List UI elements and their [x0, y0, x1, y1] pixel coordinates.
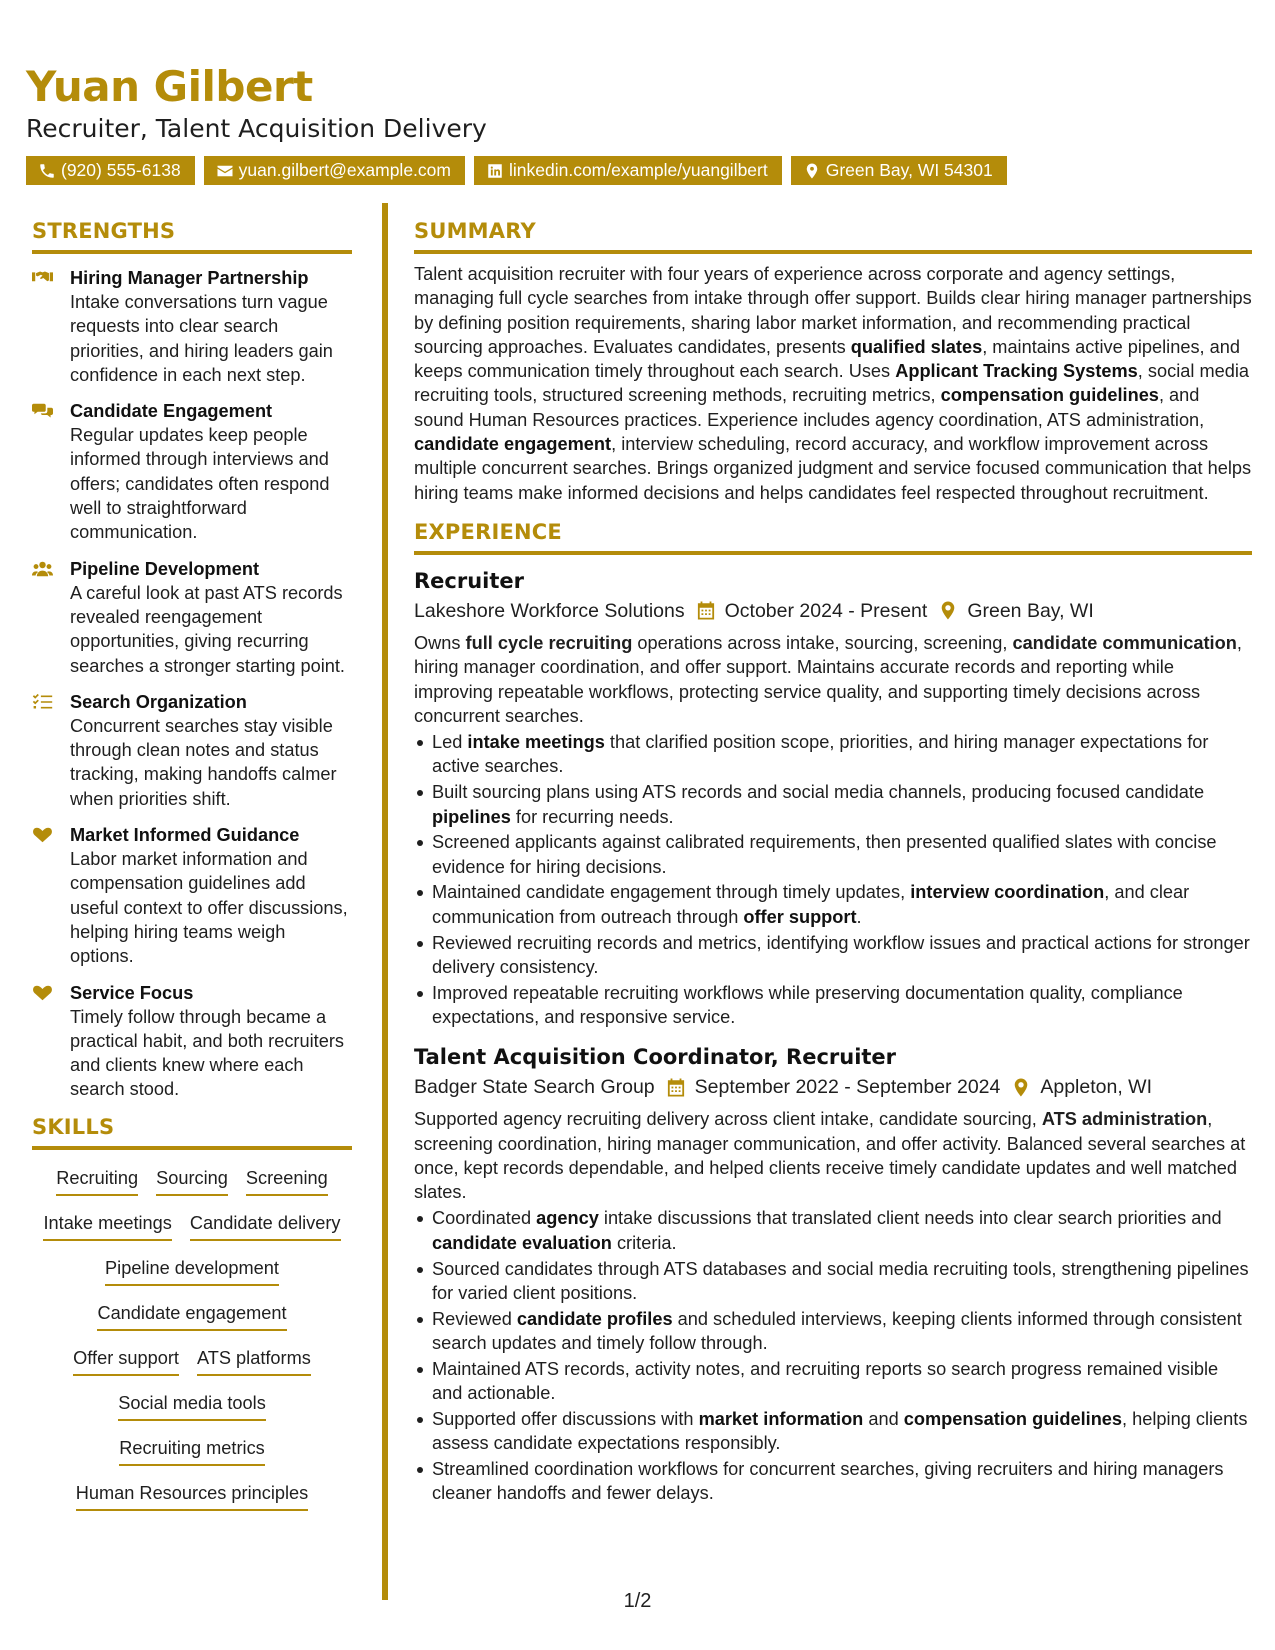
- text-segment: for recurring needs.: [510, 806, 674, 827]
- envelope-icon: [216, 162, 234, 180]
- bold-text: ATS administration: [1041, 1109, 1208, 1130]
- bold-text: offer support: [743, 906, 857, 927]
- skill-tag: Human Resources principles: [76, 1481, 309, 1511]
- contact-phone[interactable]: [26, 156, 195, 185]
- heart-icon: [32, 826, 53, 844]
- job-bullet: [414, 1257, 1252, 1306]
- skills-list: [32, 1158, 352, 1518]
- text-segment: , screening coordination, hiring manager communication, and offer activity. Balanced several searches at once, kept records dependable, and helped clients receive timely candidate updates and well matched slates.: [414, 1109, 1246, 1203]
- bold-text: candidate engagement: [414, 434, 612, 455]
- skill-row: [32, 1248, 352, 1293]
- job-company: Lakeshore Workforce Solutions: [414, 599, 685, 622]
- job-bullet: [414, 780, 1252, 829]
- contact-location-text: Green Bay, WI 54301: [825, 160, 993, 180]
- job-meta: [414, 1073, 1252, 1101]
- skill-row: [32, 1473, 352, 1518]
- strengths-list: [32, 266, 352, 1102]
- text-segment: Improved repeatable recruiting workflows while preserving documentation quality, compliance expectations, and responsive service.: [432, 982, 1183, 1027]
- skill-tag: Pipeline development: [105, 1256, 279, 1286]
- bold-text: pipelines: [432, 806, 511, 827]
- strength-item: [32, 399, 352, 544]
- left-column: [32, 218, 352, 1518]
- summary-heading: SUMMARY: [414, 218, 1252, 254]
- strength-title: Candidate Engagement: [70, 401, 273, 422]
- job-bullets: [414, 730, 1252, 1029]
- text-segment: Built sourcing plans using ATS records and social media channels, producing focused candidate: [432, 782, 1205, 803]
- job-description: [414, 1107, 1252, 1204]
- text-segment: Talent acquisition recruiter with four years of experience across corporate and agency settings, managing full cycle searches from intake through offer support. Builds clear hiring manager partnerships by defining position requirements, sharing labor market information, and recommending practical sourcing approaches. Evaluates candidates, presents: [414, 264, 1252, 357]
- strength-item: [32, 981, 352, 1102]
- contact-location: [791, 156, 1007, 185]
- job-bullet: [414, 830, 1252, 879]
- calendar-icon: [667, 1078, 685, 1097]
- strength-title: Hiring Manager Partnership: [70, 268, 309, 288]
- experience-heading: EXPERIENCE: [414, 519, 1252, 555]
- calendar-icon: [697, 601, 715, 620]
- strength-item: [32, 823, 352, 968]
- handshake-icon: [32, 269, 53, 287]
- strength-desc: Labor market information and compensation guidelines add useful context to offer discussions, helping hiring teams weigh options.: [70, 849, 348, 967]
- skills-heading: SKILLS: [32, 1114, 352, 1150]
- skill-tag: Intake meetings: [43, 1211, 171, 1241]
- bold-text: full cycle recruiting: [465, 632, 633, 653]
- skill-row: [32, 1338, 352, 1383]
- strength-title: Service Focus: [70, 982, 194, 1003]
- map-pin-icon: [803, 162, 821, 180]
- strength-item: [32, 266, 352, 387]
- job-bullet: [414, 1206, 1252, 1255]
- job-description: [414, 631, 1252, 728]
- text-segment: Led: [432, 732, 468, 753]
- text-segment: , and clear communication from outreach through: [432, 882, 1190, 927]
- skill-tag: Social media tools: [118, 1391, 266, 1421]
- job-dates: September 2022 - September 2024: [694, 1076, 1001, 1099]
- strength-desc: Intake conversations turn vague requests into clear search priorities, and hiring leaders gain confidence in each next step.: [70, 292, 333, 385]
- bold-text: candidate profiles: [516, 1308, 673, 1329]
- job-entry: [414, 567, 1252, 1029]
- text-segment: Reviewed: [432, 1308, 517, 1329]
- skill-tag: Recruiting metrics: [119, 1436, 265, 1466]
- column-divider: [382, 203, 388, 1600]
- strength-desc: Concurrent searches stay visible through clean notes and status tracking, making handoffs calmer when priorities shift.: [70, 715, 337, 809]
- users-icon: [32, 560, 53, 578]
- skill-row: [32, 1203, 352, 1248]
- bold-text: intake meetings: [467, 732, 605, 753]
- skill-tag: Candidate engagement: [97, 1301, 286, 1331]
- strength-title: Market Informed Guidance: [70, 825, 300, 846]
- skill-row: [32, 1293, 352, 1338]
- page-number: 1/2: [623, 1590, 652, 1612]
- bold-text: qualified slates: [850, 336, 983, 357]
- list-check-icon: [32, 693, 53, 711]
- text-segment: criteria.: [611, 1232, 677, 1253]
- job-bullet: [414, 880, 1252, 929]
- linkedin-icon: [486, 162, 504, 180]
- job-bullet: [414, 931, 1252, 980]
- text-segment: Owns: [414, 632, 466, 653]
- job-location: Green Bay, WI: [967, 599, 1094, 622]
- skill-row: [32, 1383, 352, 1428]
- strength-item: [32, 557, 352, 678]
- right-column: [414, 218, 1252, 1507]
- bold-text: compensation guidelines: [940, 385, 1159, 406]
- contact-linkedin-text: linkedin.com/example/yuangilbert: [508, 160, 768, 180]
- map-pin-icon: [1012, 1078, 1030, 1097]
- text-segment: Reviewed recruiting records and metrics, identifying workflow issues and practical actions for stronger delivery consistency.: [432, 932, 1250, 977]
- map-pin-icon: [939, 601, 957, 620]
- strengths-heading: STRENGTHS: [32, 218, 352, 254]
- job-title: Talent Acquisition Coordinator, Recruiter: [414, 1045, 897, 1070]
- skill-tag: ATS platforms: [197, 1346, 311, 1376]
- resume-header: [26, 62, 1256, 185]
- text-segment: , hiring manager coordination, and offer support. Maintains accurate records and reporting while improving repeatable workflows, protecting service quality, and supporting timely decisions across concurrent searches.: [414, 632, 1242, 726]
- text-segment: , interview scheduling, record accuracy, and workflow improvement across multiple concurrent searches. Brings organized judgment and service focused communication that helps hiring teams make informed decisions and helps candidates feel respected throughout recruitment.: [414, 434, 1252, 503]
- strength-desc: A careful look at past ATS records revealed reengagement opportunities, giving recurring searches a stronger starting point.: [70, 582, 345, 676]
- text-segment: Streamlined coordination workflows for concurrent searches, giving recruiters and hiring managers cleaner handoffs and fewer delays.: [432, 1458, 1224, 1504]
- contact-bar: [26, 156, 1256, 185]
- text-segment: intake discussions that translated client needs into clear search priorities and: [598, 1208, 1222, 1229]
- strength-title: Search Organization: [70, 691, 247, 712]
- skill-tag: Screening: [246, 1166, 328, 1196]
- strength-title: Pipeline Development: [70, 558, 259, 579]
- bold-text: candidate communication: [1012, 632, 1237, 653]
- text-segment: Coordinated: [432, 1208, 537, 1229]
- skill-tag: Sourcing: [156, 1166, 228, 1196]
- summary-text: [414, 262, 1252, 505]
- job-title: Recruiter: [414, 568, 525, 593]
- job-bullet: [414, 1407, 1252, 1456]
- candidate-name: Yuan Gilbert: [26, 62, 313, 111]
- job-bullet: [414, 1457, 1252, 1506]
- skill-row: [32, 1158, 352, 1203]
- contact-linkedin[interactable]: [474, 156, 782, 185]
- job-bullet: [414, 981, 1252, 1030]
- bold-text: agency: [536, 1208, 599, 1229]
- skill-tag: Offer support: [73, 1346, 179, 1376]
- bold-text: candidate evaluation: [432, 1232, 612, 1253]
- text-segment: operations across intake, sourcing, screening,: [632, 632, 1013, 653]
- job-company: Badger State Search Group: [414, 1076, 655, 1099]
- skill-row: [32, 1428, 352, 1473]
- candidate-title: Recruiter, Talent Acquisition Delivery: [26, 114, 487, 143]
- job-bullets: [414, 1206, 1252, 1505]
- text-segment: Maintained ATS records, activity notes, and recruiting reports so search progress remained visible and actionable.: [432, 1358, 1219, 1403]
- strength-item: [32, 690, 352, 811]
- job-entry: [414, 1043, 1252, 1505]
- text-segment: Sourced candidates through ATS databases and social media recruiting tools, strengthening pipelines for varied client positions.: [432, 1258, 1249, 1303]
- contact-email[interactable]: [204, 156, 465, 185]
- text-segment: .: [856, 906, 862, 927]
- bold-text: Applicant Tracking Systems: [895, 361, 1138, 382]
- bold-text: compensation guidelines: [903, 1408, 1123, 1429]
- chat-bubbles-icon: [32, 402, 53, 420]
- text-segment: , social media recruiting tools, structured screening methods, recruiting metrics,: [414, 361, 1249, 406]
- text-segment: Supported agency recruiting delivery across client intake, candidate sourcing,: [414, 1109, 1042, 1130]
- strength-desc: Timely follow through became a practical habit, and both recruiters and clients knew where each search stood.: [70, 1006, 344, 1100]
- text-segment: Maintained candidate engagement through timely updates,: [432, 882, 911, 903]
- text-segment: that clarified position scope, priorities, and hiring manager expectations for active searches.: [432, 732, 1209, 777]
- heart-icon: [32, 984, 53, 1002]
- job-dates: October 2024 - Present: [724, 599, 928, 622]
- job-meta: [414, 597, 1252, 625]
- text-segment: and: [863, 1408, 904, 1429]
- job-location: Appleton, WI: [1040, 1076, 1152, 1099]
- contact-email-text: yuan.gilbert@example.com: [238, 160, 451, 180]
- text-segment: , helping clients assess candidate expectations responsibly.: [432, 1408, 1248, 1454]
- text-segment: Screened applicants against calibrated requirements, then presented qualified slates with concise evidence for hiring decisions.: [432, 832, 1217, 877]
- text-segment: and scheduled interviews, keeping clients informed through consistent search updates and timely follow through.: [432, 1308, 1242, 1353]
- text-segment: , and sound Human Resources practices. Experience includes agency coordination, ATS administration,: [414, 385, 1205, 430]
- strength-desc: Regular updates keep people informed through interviews and offers; candidates often respond well to straightforward communication.: [70, 425, 330, 543]
- skill-tag: Recruiting: [56, 1166, 138, 1196]
- bold-text: market information: [698, 1408, 864, 1429]
- phone-icon: [38, 162, 56, 180]
- bold-text: interview coordination: [910, 882, 1105, 903]
- job-bullet: [414, 1357, 1252, 1406]
- skill-tag: Candidate delivery: [190, 1211, 341, 1241]
- job-bullet: [414, 1307, 1252, 1356]
- text-segment: Supported offer discussions with: [432, 1408, 699, 1429]
- text-segment: , maintains active pipelines, and keeps communication timely throughout each search. Uses: [414, 336, 1240, 382]
- job-bullet: [414, 730, 1252, 779]
- contact-phone-text: (920) 555-6138: [61, 160, 181, 180]
